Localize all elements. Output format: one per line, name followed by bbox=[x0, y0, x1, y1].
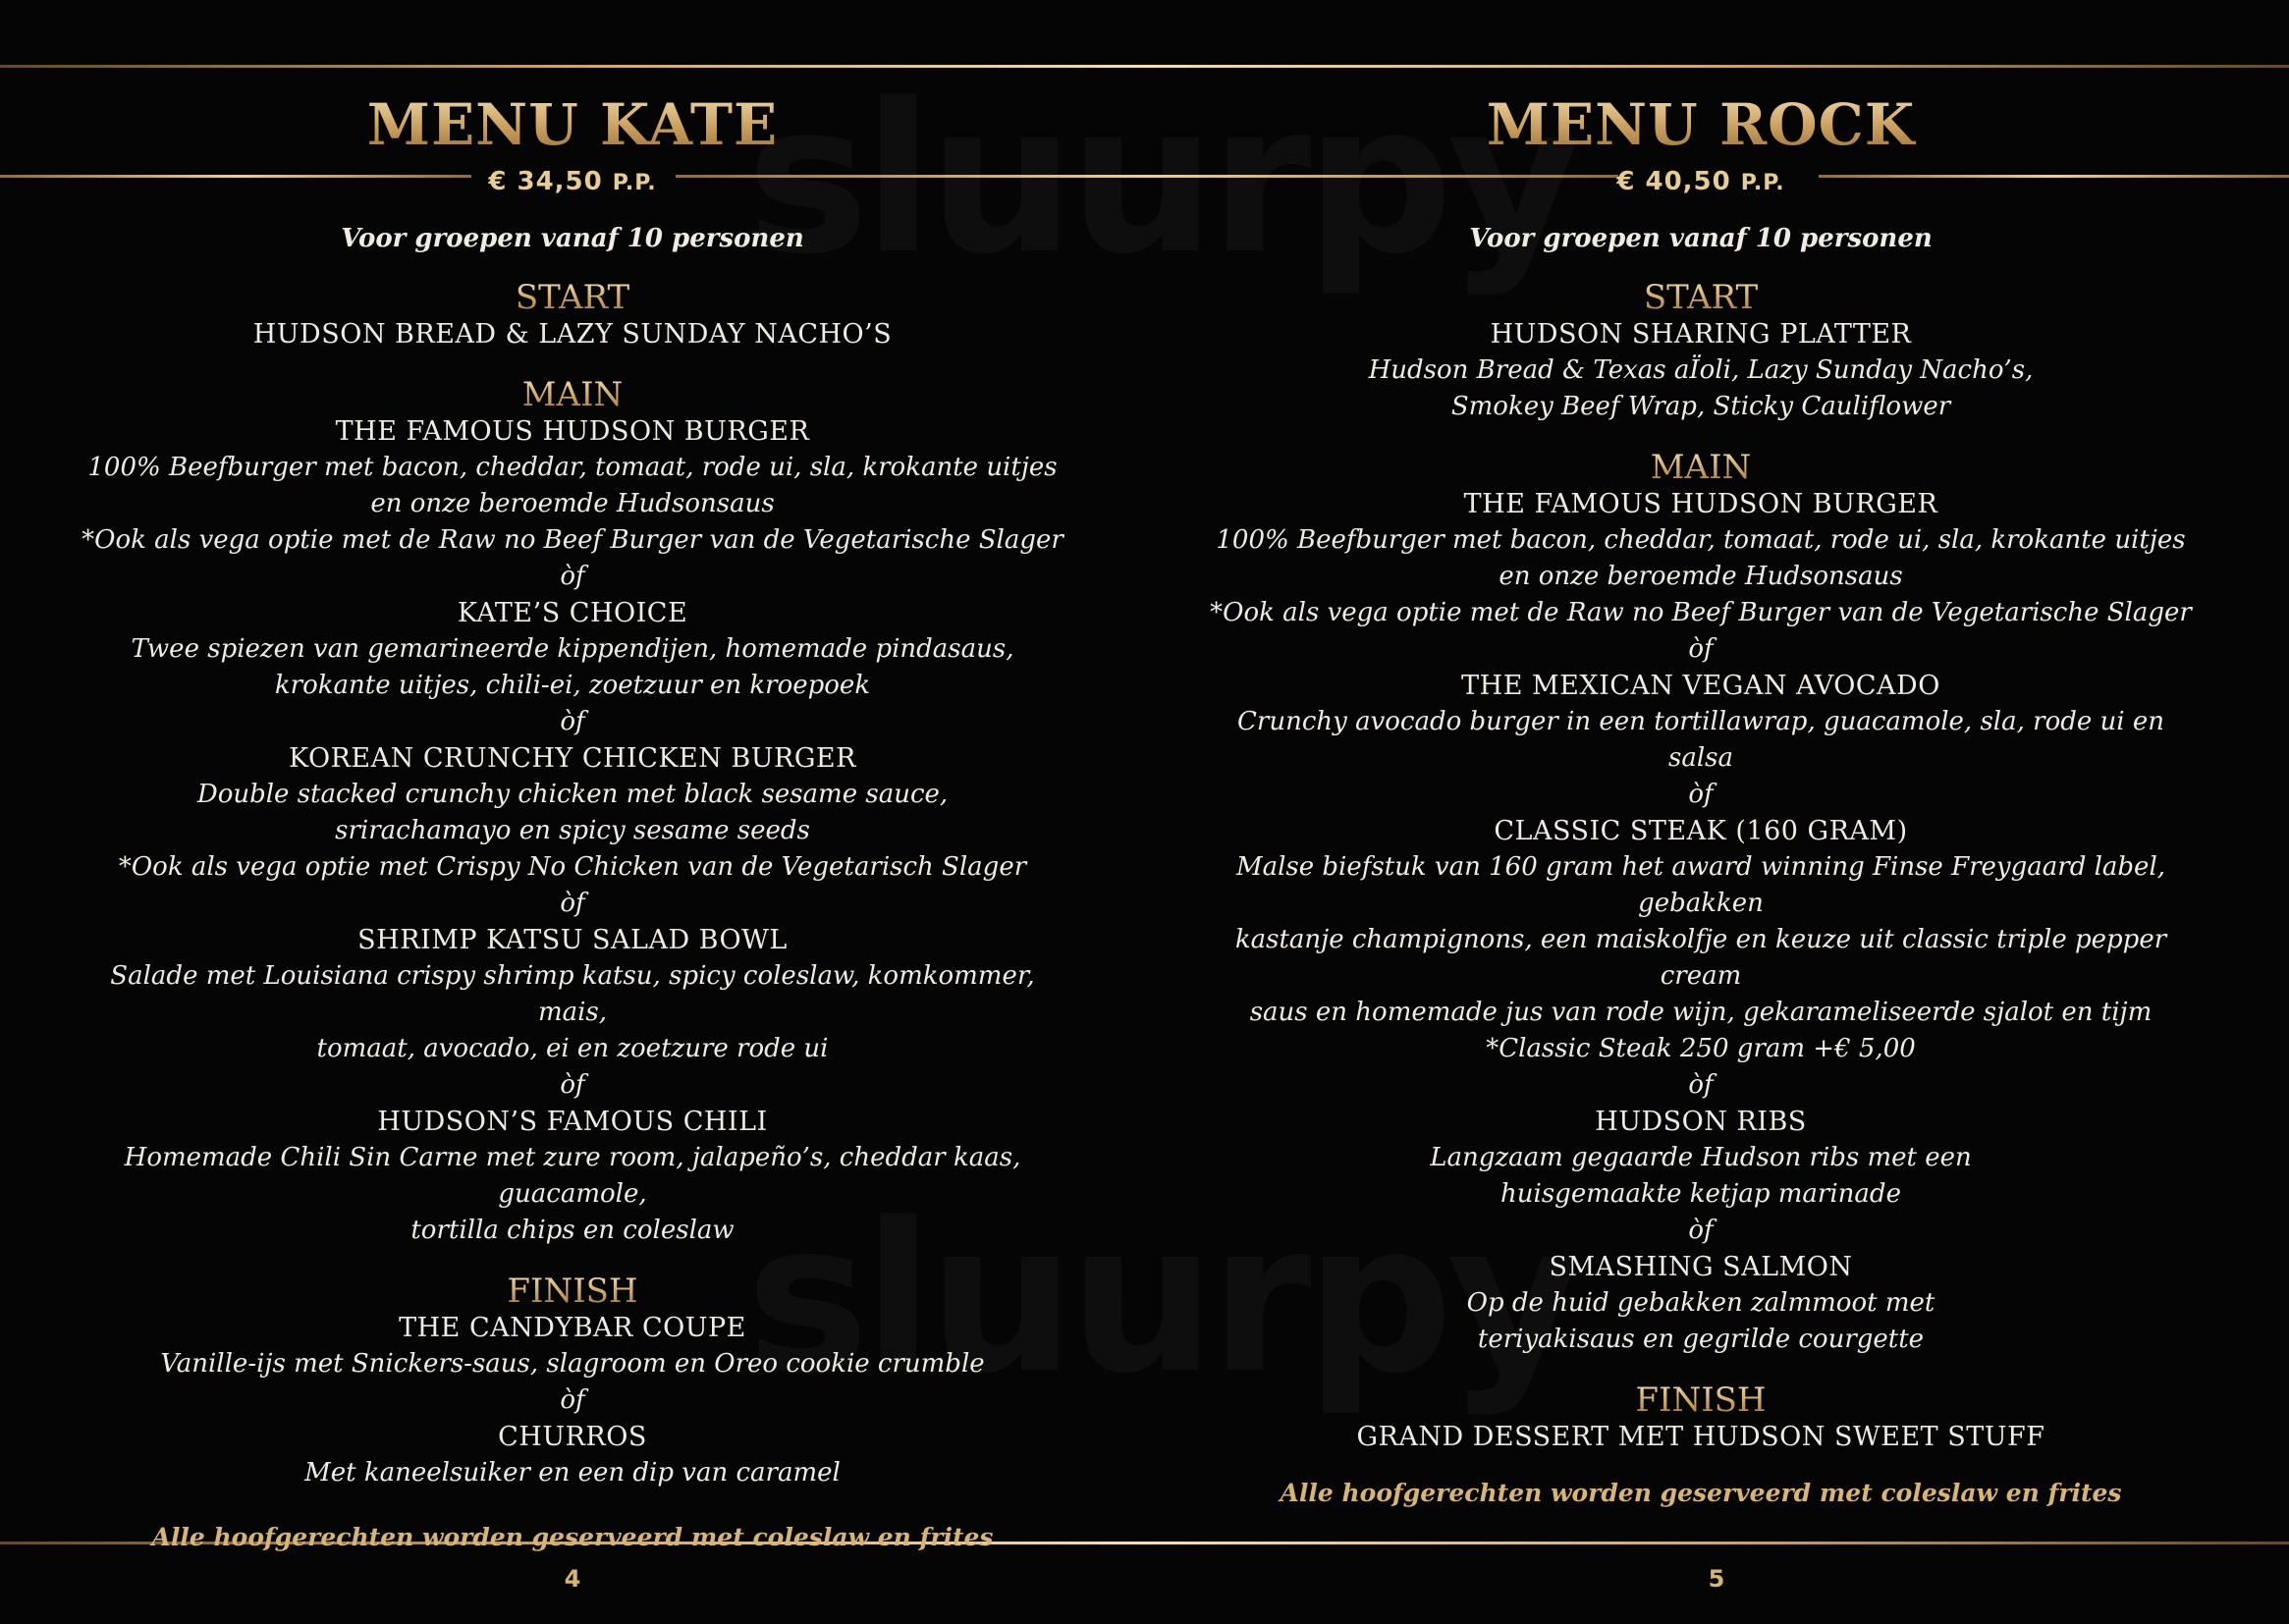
dish-description: Langzaam gegaarde Hudson ribs met een bbox=[1430, 1143, 1972, 1172]
section-heading: START bbox=[1210, 279, 2192, 316]
dish-description: Double stacked crunchy chicken met black sesame sauce, bbox=[196, 780, 949, 809]
main-section bbox=[1210, 449, 2192, 1358]
group-size-note: Voor groepen vanaf 10 personen bbox=[341, 224, 804, 253]
dish-name: KATE’S CHOICE bbox=[457, 598, 688, 628]
dish-description: *Classic Steak 250 gram +€ 5,00 bbox=[1486, 1034, 1916, 1063]
dish-description: *Ook als vega optie met Crispy No Chicken van de Vegetarisch Slager bbox=[118, 852, 1027, 882]
dish-description: saus en homemade jus van rode wijn, gekarameliseerde sjalot en tijm bbox=[1249, 998, 2153, 1027]
dish-description: Smokey Beef Wrap, Sticky Cauliflower bbox=[1450, 392, 1951, 421]
section-heading: FINISH bbox=[1210, 1381, 2192, 1419]
dish-description: Salade met Louisiana crispy shrimp katsu, spicy coleslaw, komkommer, mais, bbox=[110, 961, 1035, 1027]
finish-section bbox=[82, 1272, 1063, 1491]
dish-description: Malse biefstuk van 160 gram het award winning Finse Freygaard label, gebakken bbox=[1235, 852, 2166, 918]
dish-description: 100% Beefburger met bacon, cheddar, tomaat, rode ui, sla, krokante uitjes bbox=[87, 453, 1058, 482]
section-heading: MAIN bbox=[82, 376, 1063, 413]
dish-description: tomaat, avocado, ei en zoetzure rode ui bbox=[316, 1034, 829, 1063]
or-separator: òf bbox=[560, 1070, 585, 1100]
dish-description: Hudson Bread & Texas aÏoli, Lazy Sunday Nacho’s, bbox=[1368, 355, 2034, 385]
dish-name: HUDSON SHARING PLATTER bbox=[1490, 319, 1912, 350]
menu-price bbox=[1210, 167, 2192, 198]
dish-name: HUDSON RIBS bbox=[1595, 1107, 1807, 1137]
menu-title: MENU KATE bbox=[82, 88, 1063, 161]
start-section bbox=[1210, 279, 2192, 425]
dish-description: Homemade Chili Sin Carne met zure room, jalapeño’s, cheddar kaas, guacamole, bbox=[124, 1143, 1021, 1209]
dish-description: srirachamayo en spicy sesame seeds bbox=[335, 816, 810, 845]
menu-price bbox=[82, 167, 1063, 198]
dish-description: Met kaneelsuiker en een dip van caramel bbox=[304, 1458, 841, 1488]
dish-description: en onze beroemde Hudsonsaus bbox=[1499, 562, 1903, 591]
or-separator: òf bbox=[1688, 634, 1714, 664]
dish-description: Twee spiezen van gemarineerde kippendijen, homemade pindasaus, bbox=[131, 634, 1014, 664]
dish-name: HUDSON’S FAMOUS CHILI bbox=[377, 1107, 768, 1137]
price-unit: P.P. bbox=[612, 171, 657, 195]
dish-description: Vanille-ijs met Snickers-saus, slagroom en Oreo cookie crumble bbox=[160, 1349, 985, 1379]
dish-name: CLASSIC STEAK (160 GRAM) bbox=[1494, 816, 1908, 846]
dish-description: tortilla chips en coleslaw bbox=[410, 1216, 735, 1245]
dish-description: en onze beroemde Hudsonsaus bbox=[370, 489, 775, 518]
dish-name: THE CANDYBAR COUPE bbox=[399, 1313, 746, 1343]
sides-note: Alle hoofgerechten worden geserveerd met coleslaw en frites bbox=[1280, 1479, 2122, 1507]
or-separator: òf bbox=[1688, 1216, 1714, 1245]
dish-name: SHRIMP KATSU SALAD BOWL bbox=[357, 925, 788, 955]
dish-name: GRAND DESSERT MET HUDSON SWEET STUFF bbox=[1356, 1422, 2045, 1452]
top-gold-rule bbox=[0, 65, 2289, 68]
or-separator: òf bbox=[1688, 1070, 1714, 1100]
dish-name: SMASHING SALMON bbox=[1549, 1252, 1853, 1282]
page-number: 5 bbox=[1708, 1565, 1725, 1593]
price-unit: P.P. bbox=[1740, 171, 1785, 195]
dish-name: KOREAN CRUNCHY CHICKEN BURGER bbox=[289, 743, 856, 774]
or-separator: òf bbox=[560, 889, 585, 918]
dish-name: THE FAMOUS HUDSON BURGER bbox=[1463, 489, 1938, 519]
dish-description: 100% Beefburger met bacon, cheddar, tomaat, rode ui, sla, krokante uitjes bbox=[1216, 525, 2186, 555]
dish-description: kastanje champignons, een maiskolfje en keuze uit classic triple pepper cream bbox=[1234, 925, 2167, 991]
dish-description: *Ook als vega optie met de Raw no Beef Burger van de Vegetarische Slager bbox=[1210, 598, 2192, 627]
dish-description: huisgemaakte ketjap marinade bbox=[1500, 1179, 1901, 1209]
dish-description: krokante uitjes, chili-ei, zoetzuur en kroepoek bbox=[274, 671, 871, 700]
price-value: € 40,50 bbox=[1616, 167, 1731, 196]
section-heading: START bbox=[82, 279, 1063, 316]
finish-section bbox=[1210, 1381, 2192, 1455]
dish-name: THE FAMOUS HUDSON BURGER bbox=[335, 416, 810, 447]
page-number: 4 bbox=[564, 1565, 581, 1593]
price-value: € 34,50 bbox=[488, 167, 603, 196]
or-separator: òf bbox=[1688, 780, 1714, 809]
menu-title: MENU ROCK bbox=[1210, 88, 2192, 161]
dish-description: teriyakisaus en gegrilde courgette bbox=[1477, 1325, 1925, 1354]
section-heading: FINISH bbox=[82, 1272, 1063, 1310]
group-size-note: Voor groepen vanaf 10 personen bbox=[1469, 224, 1933, 253]
dish-description: *Ook als vega optie met de Raw no Beef Burger van de Vegetarische Slager bbox=[82, 525, 1063, 555]
dish-description: Op de huid gebakken zalmmoot met bbox=[1466, 1288, 1935, 1318]
dish-name: THE MEXICAN VEGAN AVOCADO bbox=[1461, 671, 1940, 701]
or-separator: òf bbox=[560, 562, 585, 591]
dish-description: Crunchy avocado burger in een tortillawrap, guacamole, sla, rode ui en salsa bbox=[1237, 707, 2164, 773]
start-section bbox=[82, 279, 1063, 352]
menu-rock-column bbox=[1210, 88, 2192, 1510]
section-heading: MAIN bbox=[1210, 449, 2192, 486]
sides-note: Alle hoofgerechten worden geserveerd met coleslaw en frites bbox=[151, 1523, 994, 1551]
dish-name: CHURROS bbox=[498, 1422, 647, 1452]
menu-kate-column bbox=[82, 88, 1063, 1554]
dish-name: HUDSON BREAD & LAZY SUNDAY NACHO’S bbox=[252, 319, 893, 350]
or-separator: òf bbox=[560, 1385, 585, 1415]
or-separator: òf bbox=[560, 707, 585, 736]
main-section bbox=[82, 376, 1063, 1249]
